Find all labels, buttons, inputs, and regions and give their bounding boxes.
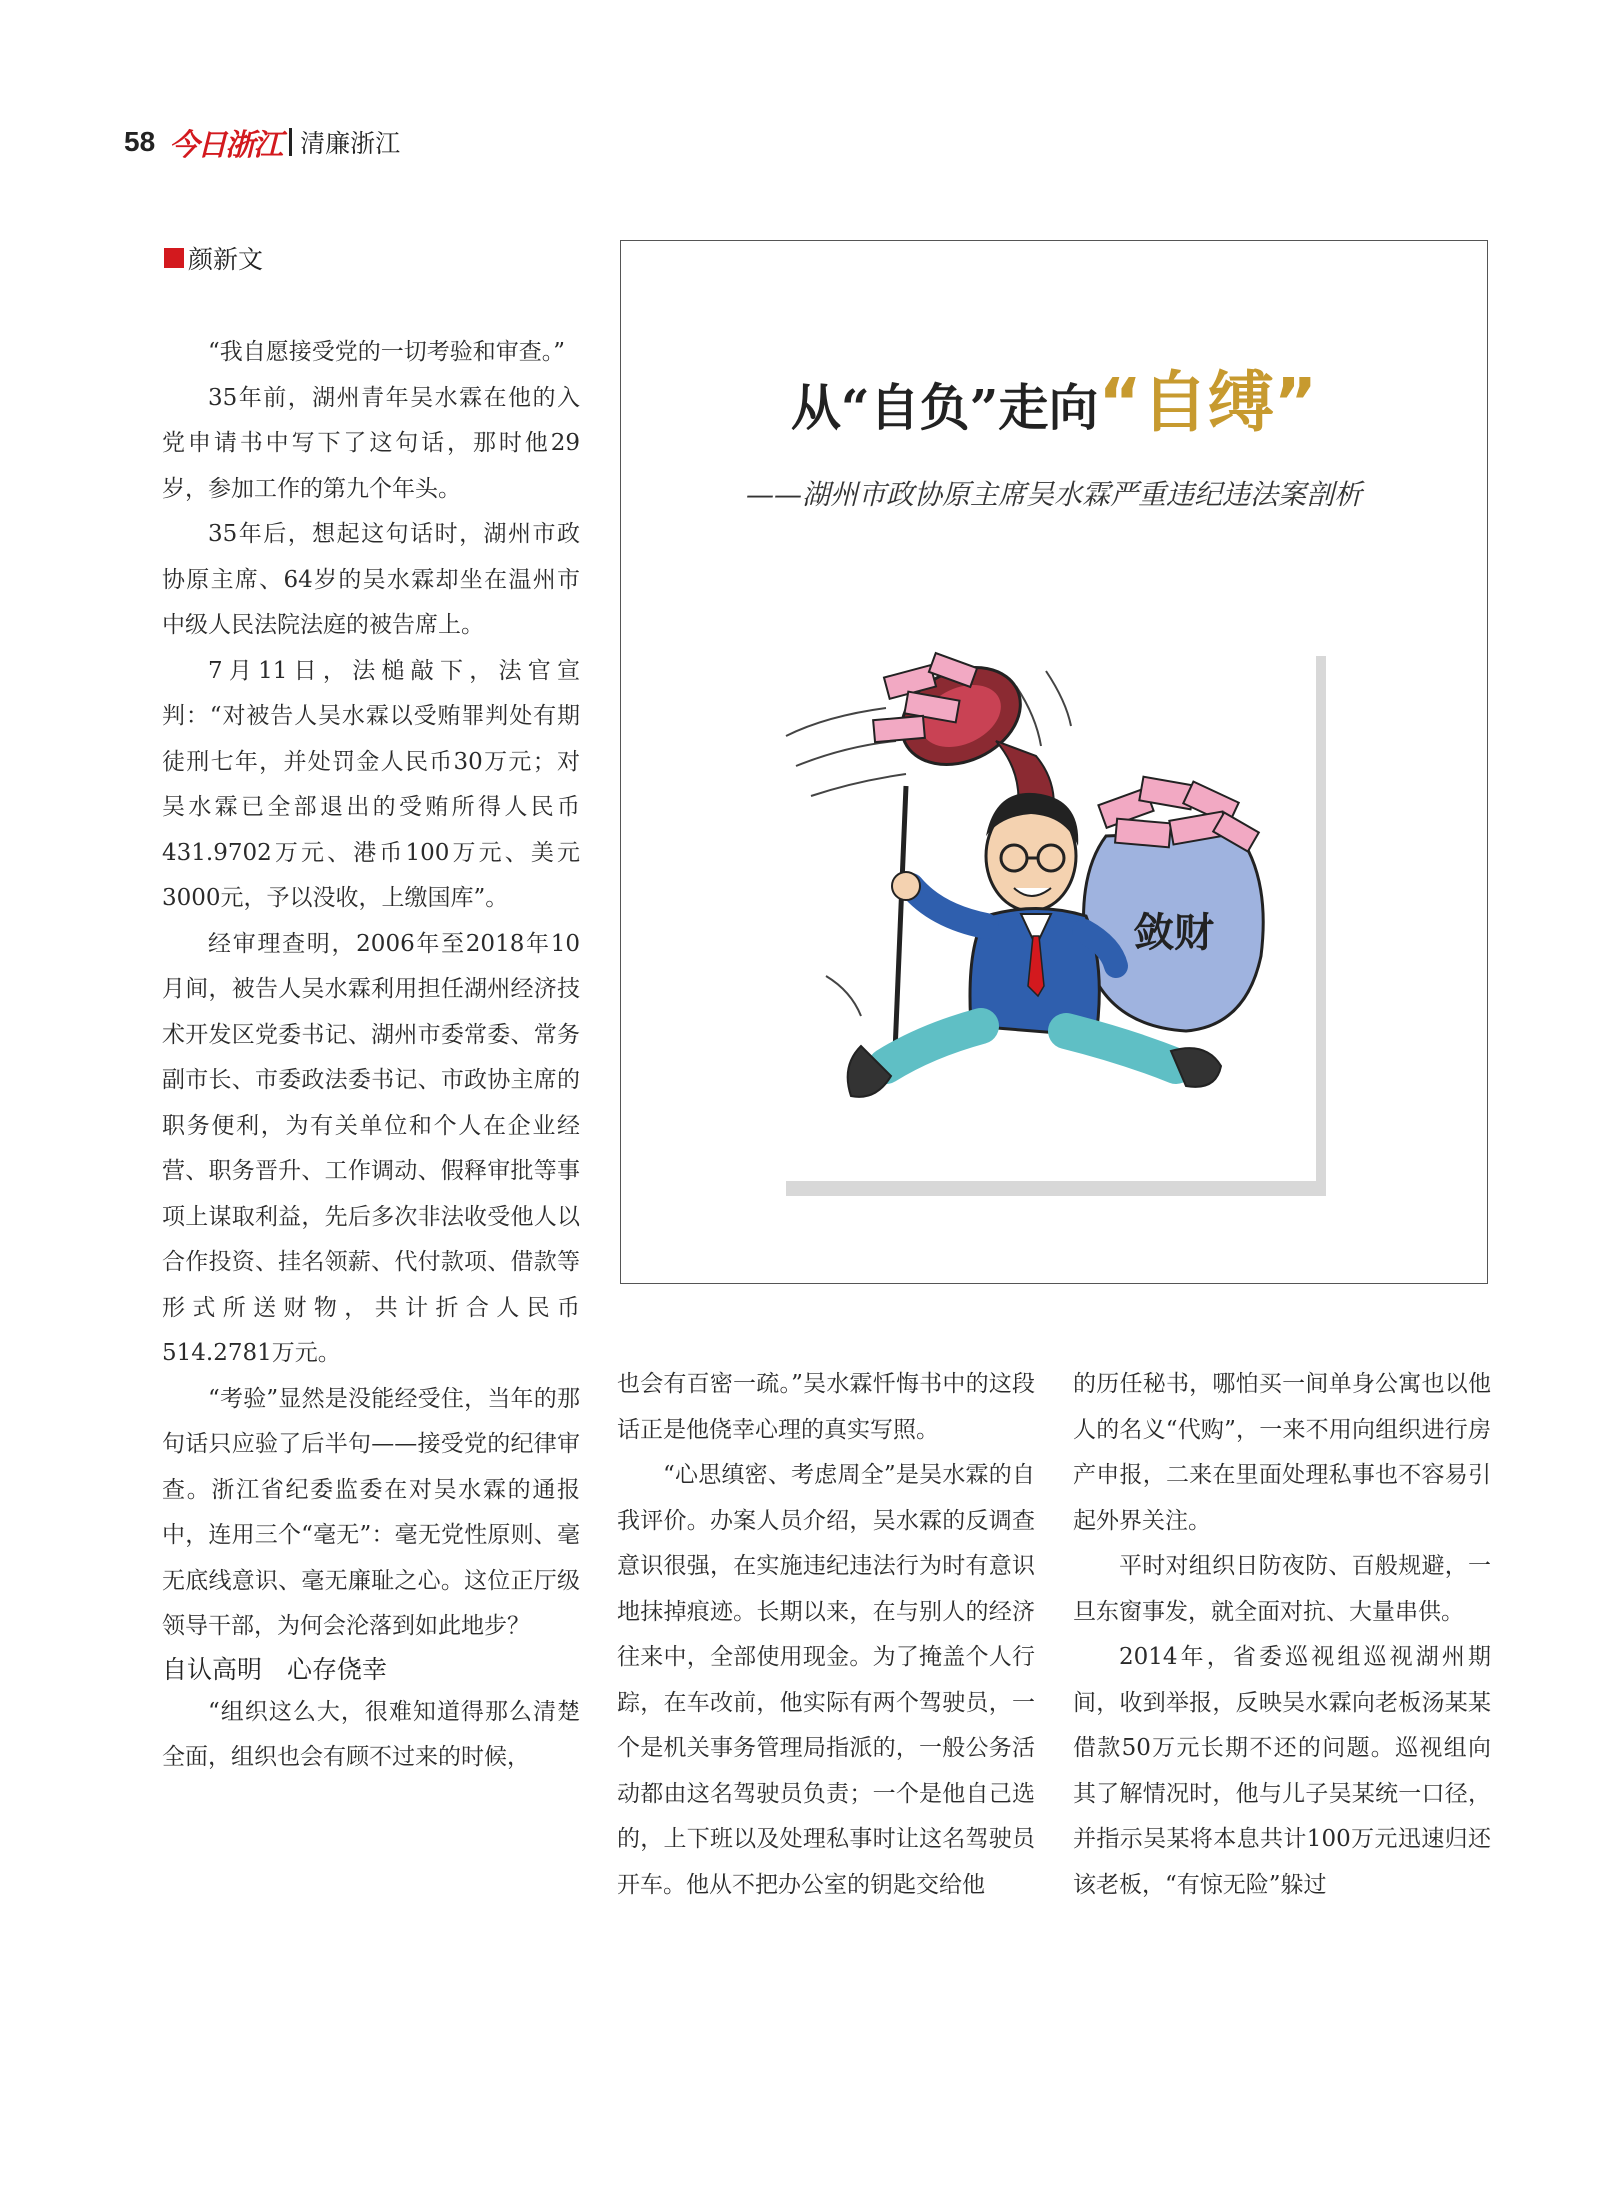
title-highlight: “自缚” bbox=[1098, 364, 1318, 441]
paragraph: 的历任秘书，哪怕买一间单身公寓也以他人的名义“代购”，一来不用向组织进行房产申报，二来在里面处理私事也不容易引起外界关注。 bbox=[1073, 1371, 1491, 1534]
left-hand bbox=[892, 872, 920, 900]
paragraph: 35年前，湖州青年吴水霖在他的入党申请书中写下了这句话，那时他29岁，参加工作的第九个年头。 bbox=[162, 384, 580, 502]
article-column-1 bbox=[162, 330, 580, 1781]
section-name: 清廉浙江 bbox=[300, 129, 401, 158]
bag-label: 敛财 bbox=[1134, 910, 1214, 956]
article-column-2 bbox=[617, 1362, 1035, 1908]
paragraph: 经审理查明，2006年至2018年10月间，被告人吴水霖利用担任湖州经济技术开发区党委书记、湖州市委常委、常务副市长、市委政法委书记、市政协主席的职务便利，为有关单位和个人在企业经营、职务晋升、工作调动、假释审批等事项上谋取利益，先后多次非法收受他人以合作投资、挂名领薪、代付款项、借款等形式所送财物，共计折合人民币514.2781万元。 bbox=[162, 930, 580, 1366]
article-column-3 bbox=[1073, 1362, 1491, 1908]
author-name: 颜新文 bbox=[188, 245, 264, 274]
paragraph: “考验”显然是没能经受住，当年的那句话只应验了后半句——接受党的纪律审查。浙江省纪委监委在对吴水霖的通报中，连用三个“毫无”：毫无党性原则、毫无底线意识、毫无廉耻之心。这位正厅级领导干部，为何会沦落到如此地步？ bbox=[162, 1385, 580, 1639]
section-subheading: 自认高明 心存侥幸 bbox=[162, 1654, 388, 1684]
cartoon-illustration bbox=[766, 646, 1331, 1201]
paragraph: 35年后，想起这句话时，湖州市政协原主席、64岁的吴水霖却坐在温州市中级人民法院法庭的被告席上。 bbox=[162, 521, 580, 638]
article-subtitle: ——湖州市政协原主席吴水霖严重违纪违法案剖析 bbox=[745, 478, 1362, 511]
paragraph: 2014年，省委巡视组巡视湖州期间，收到举报，反映吴水霖向老板汤某某借款50万元长期不还的问题。巡视组向其了解情况时，他与儿子吴某统一口径，并指示吴某将本息共计100万元迅速归还该老板，“有惊无险”躲过 bbox=[1073, 1644, 1491, 1898]
paragraph: “我自愿接受党的一切考验和审查。” bbox=[208, 339, 566, 365]
paragraph: 平时对组织日防夜防、百般规避，一旦东窗事发，就全面对抗、大量串供。 bbox=[1073, 1553, 1491, 1625]
title-text: 从“自负”走向 bbox=[790, 378, 1099, 437]
article-title bbox=[621, 349, 1487, 444]
magazine-logo: 今日浙江 bbox=[169, 128, 282, 163]
paragraph: 7月11日，法槌敲下，法官宣判：“对被告人吴水霖以受贿罪判处有期徒刑七年，并处罚金人民币30万元；对吴水霖已全部退出的受贿所得人民币431.9702万元、港币100万元、美元3000元，予以没收，上缴国库”。 bbox=[162, 657, 580, 911]
header-divider bbox=[289, 128, 292, 156]
title-box bbox=[620, 240, 1488, 1284]
paragraph: 也会有百密一疏。”吴水霖忏悔书中的这段话正是他侥幸心理的真实写照。 bbox=[617, 1371, 1035, 1443]
page-header bbox=[124, 122, 400, 162]
page-number: 58 bbox=[124, 126, 156, 157]
paragraph: “心思缜密、考虑周全”是吴水霖的自我评价。办案人员介绍，吴水霖的反调查意识很强，在实施违纪违法行为时有意识地抹掉痕迹。长期以来，在与别人的经济往来中，全部使用现金。为了掩盖个人行踪，在车改前，他实际有两个驾驶员，一个是机关事务管理局指派的，一般公务活动都由这名驾驶员负责；一个是他自己选的，上下班以及处理私事时让这名驾驶员开车。他从不把办公室的钥匙交给他 bbox=[617, 1462, 1035, 1898]
paragraph: “组织这么大，很难知道得那么清楚全面，组织也会有顾不过来的时候， bbox=[162, 1698, 580, 1770]
byline bbox=[164, 240, 263, 276]
byline-marker-icon bbox=[164, 248, 184, 268]
